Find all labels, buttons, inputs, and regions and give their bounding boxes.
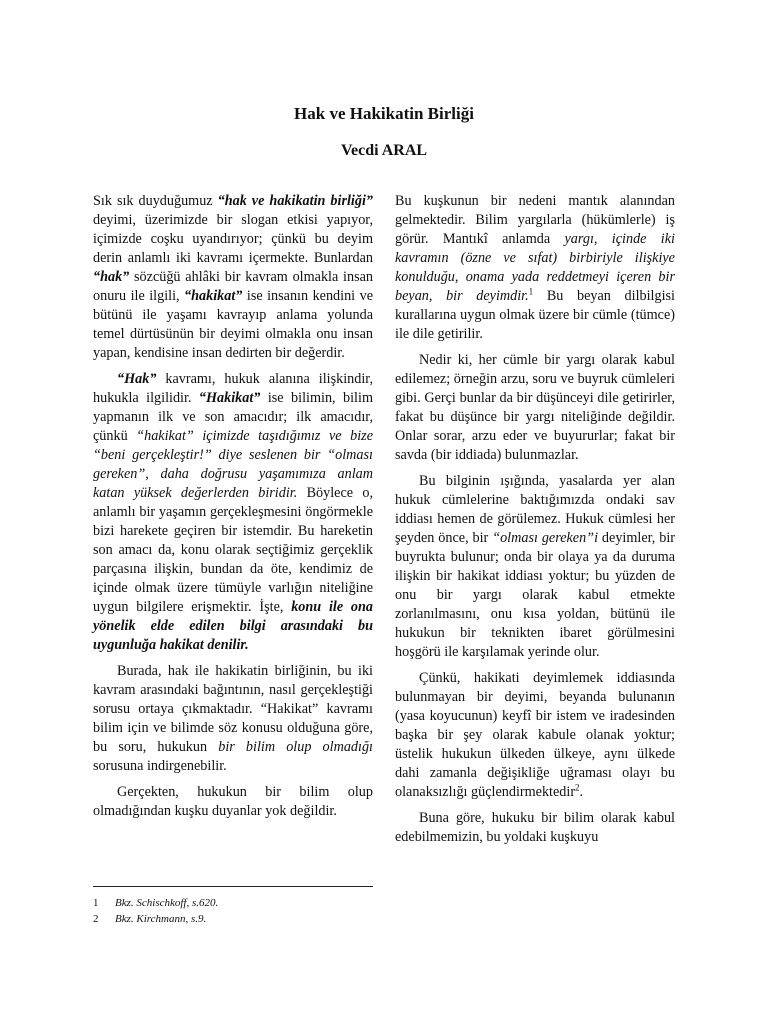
paragraph [395, 472, 675, 662]
footnote-ref: 1 [528, 286, 534, 297]
text-run: Bu beyan dilbilgisi kurallarına uygun olmak üzere bir cümle (tümce) ile dile getirilir. [395, 288, 675, 342]
text-run: ise bilimin, bilim yapmanın ilk ve son amacıdır; ilk amacıdır, çünkü [93, 390, 373, 444]
text-run: deyimi, üzerimizde bir slogan etkisi yapıyor, içimizde coşku uyandırıyor; çünkü bu deyim derin anlamlı iki kavramı içermekte. Bunlardan [93, 212, 373, 266]
footnote [93, 895, 373, 911]
paragraph: Gerçekten, hukukun bir bilim olup olmadığından kuşku duyanlar yok değildir. [93, 784, 373, 819]
emphasis: “hak” [93, 269, 130, 285]
footnote-ref: 2 [575, 782, 580, 793]
text-run: Bu kuşkunun bir nedeni mantık alanından gelmektedir. Bilim yargılarla (hükümlerle) iş görür. Mantıkî anlamda [395, 193, 675, 247]
paragraph: Buna göre, hukuku bir bilim olarak kabul edebilmemizin, bu yoldaki kuşkuyu [395, 810, 675, 845]
paragraph [395, 669, 675, 802]
footnote-divider [93, 886, 373, 887]
text-run: Çünkü, hakikati deyimlemek iddiasında bulunmayan bir deyimi, beyanda bulunanın (yasa koyucunun) keyfî bir istem ve iradesinden başka bir şey olarak kabule olanak yoktur; üstelik hukukun ülkeden ülkeye, aynı ülkede dahi zamanla değişikliğe uğraması olayı bu olanaksızlığı güçlendirmektedir [395, 670, 675, 800]
page-title: Hak ve Hakikatin Birliği [294, 104, 474, 123]
text-run: Bu bilginin ışığında, yasalarda yer alan hukuk cümlelerine baktığımızda ondaki sav iddiası hemen de görülemez. Hukuk cümlesi her şeyden önce, bir [395, 473, 675, 546]
footnote-number: 2 [93, 913, 99, 925]
text-run: ise insanın kendini ve bütünü ile yaşamı kavrayıp anlama yolunda temel dürtüsünün bir deyimi olmakla onu insan yapan, kendisine insan dedirten bir değerdir. [93, 288, 373, 361]
emphasis: “Hak” [117, 371, 157, 387]
italic-text: “olması gereken”i [492, 530, 599, 546]
footnote-text: Bkz. Schischkoff, s.620. [115, 897, 219, 909]
italic-text: yargı, içinde iki kavramın (özne ve sıfat) birbiriyle ilişkiye konulduğu, onama yada reddetmeyi içeren bir beyan, bir deyimdir. [395, 231, 675, 304]
paragraph [93, 662, 373, 776]
footnote [93, 911, 373, 927]
emphasis: “Hakikat” [198, 390, 261, 406]
right-column [395, 192, 675, 854]
paragraph: Nedir ki, her cümle bir yargı olarak kabul edilemez; örneğin arzu, soru ve buyruk cümleleri gibi. Gerçi bunlar da bir düşünceyi dile getirirler, fakat bu düşünce bir yargı niteliğinde değildir. Onlar sorar, arzu eder ve buyururlar; fakat bir savda (bir iddiada) bulunmazlar. [395, 352, 675, 463]
footnote-number: 1 [93, 897, 99, 909]
emphasis: konu ile ona yönelik elde edilen bilgi arasındaki bu uygunluğa hakikat denilir. [93, 599, 373, 653]
text-run: Burada, hak ile hakikatin birliğinin, bu iki kavram arasındaki bağıntının, nasıl gerçekleştiği sorusu ortaya çıkmaktadır. “Hakikat” kavramı bilim için ve bilimde söz konusu olduğuna göre, bu soru, hukukun [93, 663, 373, 755]
text-run: sözcüğü ahlâki bir kavram olmakla insan onuru ile ilgili, [93, 269, 373, 304]
left-column [93, 192, 373, 828]
emphasis: “hakikat” [184, 288, 243, 304]
footnote-text: Bkz. Kirchmann, s.9. [115, 913, 207, 925]
italic-text: bir bilim olup olmadığı [218, 739, 373, 755]
emphasis: “hak ve hakikatin birliği” [217, 193, 373, 209]
text-run: sorusuna indirgenebilir. [93, 758, 227, 774]
italic-text: “hakikat” içimizde taşıdığımız ve bize “beni gerçekleştir!” diye seslenen bir “olması gereken”, daha doğrusu yaşamımıza anlam katan yüksek değerlerden biridir. [93, 428, 373, 501]
text-run: kavramı, hukuk alanına ilişkindir, hukukla ilgilidir. [93, 371, 373, 406]
paragraph [395, 192, 675, 344]
footnotes [93, 895, 373, 927]
paragraph [93, 192, 373, 363]
paragraph [93, 370, 373, 655]
author-name: Vecdi ARAL [340, 142, 428, 159]
text-run: . [579, 784, 584, 800]
text-run: Böylece o, anlamlı bir yaşamın gerçekleşmesini öngörmekle bizi harekete geçiren bir istemdir. Bu hareketin son amacı da, konu olarak seçtiğimiz gerçeklik parçasına ilişkin, bundan da öte, kendimiz de içinde olmak üzere tümüyle varlığın niteliğine uygun bilgilere erişmektir. İşte, [93, 485, 374, 615]
text-run: Sık sık duyduğumuz [93, 193, 218, 209]
text-run: deyimler, bir buyrukta bulunur; onda bir olaya ya da duruma ilişkin bir hakikat iddiası yoktur; bu yüzden de onu bir yargı olarak kabul etmekte zorlanılmasını, onu kısa yoldan, bütünü ile hukukun bir teknikten ibaret görülmesini hoşgörü ile karşılamak yerinde olur. [395, 530, 675, 660]
